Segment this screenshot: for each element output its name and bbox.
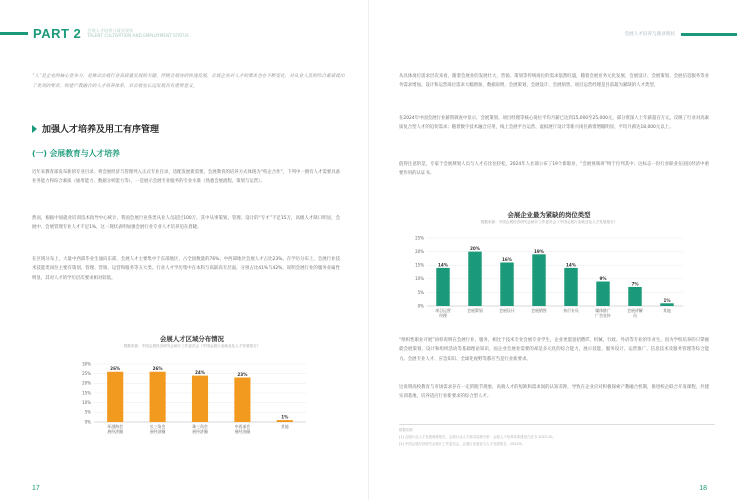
x-category-label (627, 308, 643, 318)
bar (564, 268, 577, 306)
x-category-label-line: 中西部会 (234, 424, 251, 429)
part-subtitle-cn: 会展人才培养与就业现状 (87, 28, 134, 33)
paragraph-1: 近年来教育部发布新的专业目录，将会展经济与管理列入正式专业目录，适配发展新需要。会展教育的培养方式体现为“校企合作”，下列中一拥有人才需要具备业务能力和综合素质（通用能力、数据分析能力等），一是展示会展专业服务的专业水准（熟悉会展流程、策划与运营）。 (32, 170, 340, 185)
x-category-label-line: 广告宣传 (595, 313, 611, 318)
bar (468, 252, 481, 306)
y-tick-label: 25% (415, 235, 424, 241)
x-category-label-line: 会展设计 (499, 308, 515, 313)
bar-value-label: 9% (599, 276, 607, 282)
bar (596, 282, 609, 306)
right-paragraph-1: 从具体岗位需求层次来看，随着会展业的发展壮大，营销、策划等传统岗位的需求依然旺盛，随着会展业务元化发展，会展设计、会展策划、会展信息服务等业务需求增加。设计和运营岗位需求大幅增加，数据说明，会展策划、会展设计、会展销售、项目运营经理是目前最为紧缺的人才类型。 (399, 74, 709, 89)
footnotes (399, 424, 715, 448)
y-tick-label: 10% (82, 400, 91, 406)
x-category-label-line: 展经济圈 (107, 429, 123, 434)
x-category-label (235, 424, 251, 434)
part-header (0, 26, 189, 40)
x-category-label (435, 308, 451, 318)
bar (192, 376, 208, 422)
region-chart-svg (76, 360, 312, 440)
right-paragraph-3: 值得注意的是，专家于会展规划人员与人才在比往轻松，2024年人社部公布了19个新职业，“会展视频讲”终于位列其中；这标志一份行业职业在国民经济中重要作用的认证书。 (399, 162, 709, 177)
bar (277, 420, 293, 422)
subsection-heading: (一) 会展教育与人才培养 (32, 149, 120, 158)
right-paragraph-4: “组织性职业开展”同样说明在会展行业，服务，相比于技术专业会展专业学生，企业更愿意招聘IT、机械、行政、外语等专业的毕业生。因为学校培养的只掌握就会展策划、设计和组织活动等基础理论知识，而企业会展业需要的却是多元化的综合能力，展示技能、服务设计、运营推广、信息技术及服务管理等综合能力。会展专业人才、应急知识、全球化视野等都应当是行业新要求。 (399, 338, 709, 362)
bar-value-label: 16% (501, 256, 513, 262)
intro-text: “人”是企业的核心竞争力，是推动会展行业高质量发展的关键。伴随会展业的快速发展，会展企业对人才的需求也在不断变化，对从业人员的综合素质提出了更高的要求。构建产教融合的人才培养体系，对会展业长远发展具有重要意义。 (32, 74, 345, 89)
right-header-text: 会展人才培养与就业现状 (624, 32, 675, 37)
y-tick-label: 15% (82, 390, 91, 396)
bar-value-label: 24% (194, 370, 206, 376)
x-category-label (192, 424, 208, 434)
bar (436, 268, 449, 306)
x-category-label-line: 媒体推广 (595, 308, 611, 313)
footnote-divider (399, 424, 715, 425)
bar-value-label: 26% (152, 366, 163, 372)
left-page (0, 0, 368, 500)
bar-value-label: 23% (237, 372, 248, 378)
x-category-label-line: 会展销售 (531, 308, 547, 313)
triangle-icon (32, 125, 37, 133)
bar (660, 303, 673, 306)
bar-value-label: 26% (110, 366, 121, 372)
x-category-label (531, 308, 547, 313)
bar (107, 372, 123, 422)
header-accent-bar-right (681, 33, 737, 36)
x-category-label-line: 展经济圈 (192, 429, 208, 434)
y-tick-label: 30% (82, 361, 91, 367)
y-tick-label: 5% (84, 409, 91, 415)
paragraph-2: 然而，根据中国就业培训技术指导中心统计，我国会展行业各类从业人员超过100万，其中从事策划、管理、设计的“专才”不足15万，高级人才缺口明显，会展中、会展管理专业人才不足1%，这一现状表明加强会展行业专业人才培养迫在眉睫。 (32, 216, 340, 231)
x-category-label-line: 展经济圈 (234, 429, 251, 434)
region-chart-subtitle: 数据来源：中国会展经济研究会统计工作委员会《中国会展行业就业及人才发展报告》 (123, 344, 261, 348)
right-paragraph-2: 在2024年中国会展行业薪资调查中显示，会展策划、项目经理等核心岗位平均月薪已达到15,000至25,000元，部分资深人士年薪超百万元。反映了行业对高素质复合型人才的迫切需求；随着数字技术融合应用，线上会展平台运营、虚拟展厅设计等新兴岗位薪资增幅明显，平均月薪达18,000元以上。 (399, 116, 709, 131)
y-tick-label: 20% (415, 249, 424, 254)
x-category-label-line: 员 (633, 313, 637, 318)
x-category-label-line: 其他 (280, 424, 289, 429)
positions-chart-subtitle: 数据来源：中国会展经济研究会统计工作委员会《中国会展行业就业及人才发展报告》 (480, 220, 618, 224)
x-category-label-line: 珠三角会 (192, 424, 208, 429)
positions-chart-svg (409, 234, 689, 328)
section-heading-text: 加强人才培养及用工有序管理 (42, 125, 160, 135)
right-header (624, 31, 737, 37)
y-tick-label: 15% (415, 262, 424, 268)
footnote-1: [1] 会展行业人才发展调查报告，会展行业人才需求趋势分析；会展人才培养体系建设白皮书 2023-10。 (399, 435, 556, 439)
y-tick-label: 0% (417, 303, 424, 309)
footnote-2: [2] 中国会展经济研究会统计工作委员会，会展行业就业与人才发展报告，2024年。 (399, 442, 526, 446)
x-category-label (150, 424, 166, 434)
right-page (369, 0, 737, 500)
right-paragraph-5: 这说明高校教育与市场需求存在一定的脱节现象，高端人才的短缺和需求间的认知差距，导致在企业应对积极探索产教融合机制，推进校企联合开发课程，共建实训基地，培养适应行业新要求的综合型人才。 (399, 385, 709, 400)
bar-value-label: 1% (663, 297, 671, 303)
y-tick-label: 25% (82, 371, 91, 377)
positions-chart-title: 会展企业最为紧缺的岗位类型 (507, 211, 591, 219)
bar-value-label: 14% (565, 262, 577, 268)
x-category-label-line: 环渤海会 (107, 424, 123, 429)
x-category-label-line: 会展策划 (467, 308, 483, 313)
bar-value-label: 7% (631, 281, 639, 287)
bar (150, 372, 166, 422)
bar (532, 254, 545, 306)
x-category-label-line: 展经济圈 (149, 429, 166, 434)
x-category-label-line: 执行专员 (563, 308, 579, 313)
y-tick-label: 0% (84, 419, 91, 425)
bar-value-label: 1% (281, 414, 289, 420)
x-category-label-line: 经理 (439, 313, 447, 318)
x-category-label-line: 其他 (663, 308, 671, 313)
x-category-label-line: 长三角会 (149, 424, 166, 429)
y-tick-label: 20% (82, 380, 91, 386)
x-category-label (467, 308, 483, 313)
bar-value-label: 19% (533, 248, 545, 254)
x-category-label (107, 424, 123, 434)
x-category-label-line: 会展讲解 (627, 308, 643, 313)
x-category-label (563, 308, 580, 313)
x-category-label (595, 308, 611, 318)
x-category-label (499, 308, 515, 313)
bar (500, 262, 513, 306)
bar-value-label: 20% (469, 246, 481, 252)
region-chart-title: 会展人才区域分布情况 (160, 335, 224, 343)
x-category-label (663, 308, 671, 313)
page-number-right: 18 (699, 485, 707, 492)
x-category-label (281, 424, 289, 429)
part-subtitle-en: TALENT CULTIVATION AND EMPLOYMENT STATUS (87, 33, 189, 38)
footnote-label: 数据来源： (399, 428, 416, 432)
section-heading (32, 122, 159, 135)
x-category-label-line: 项目运营 (435, 308, 451, 313)
page-number-left: 17 (32, 485, 40, 492)
bar (234, 378, 250, 422)
y-tick-label: 10% (415, 276, 424, 282)
bar (628, 287, 641, 306)
header-accent-bar (0, 32, 28, 35)
y-tick-label: 5% (417, 289, 424, 295)
bar-value-label: 14% (437, 262, 449, 268)
part-subtitle (87, 28, 188, 38)
paragraph-3: 在区域分布上，大量中西部毕业生涌向东部，会展人才主要集中于东部地区，占全国数量的76%；中西部地区会展人才占比23%。在学历分布上，会展行业技术技能类岗位主要有策划、管理、营销、运营和服务等五大类。行业人才学历集中在本科与高职高专层面，分别占比41%与42%，说明会展行业的服务业属性明显，其对人才的学历层次要求相对较低。 (32, 257, 340, 281)
part-label: PART 2 (33, 25, 82, 41)
